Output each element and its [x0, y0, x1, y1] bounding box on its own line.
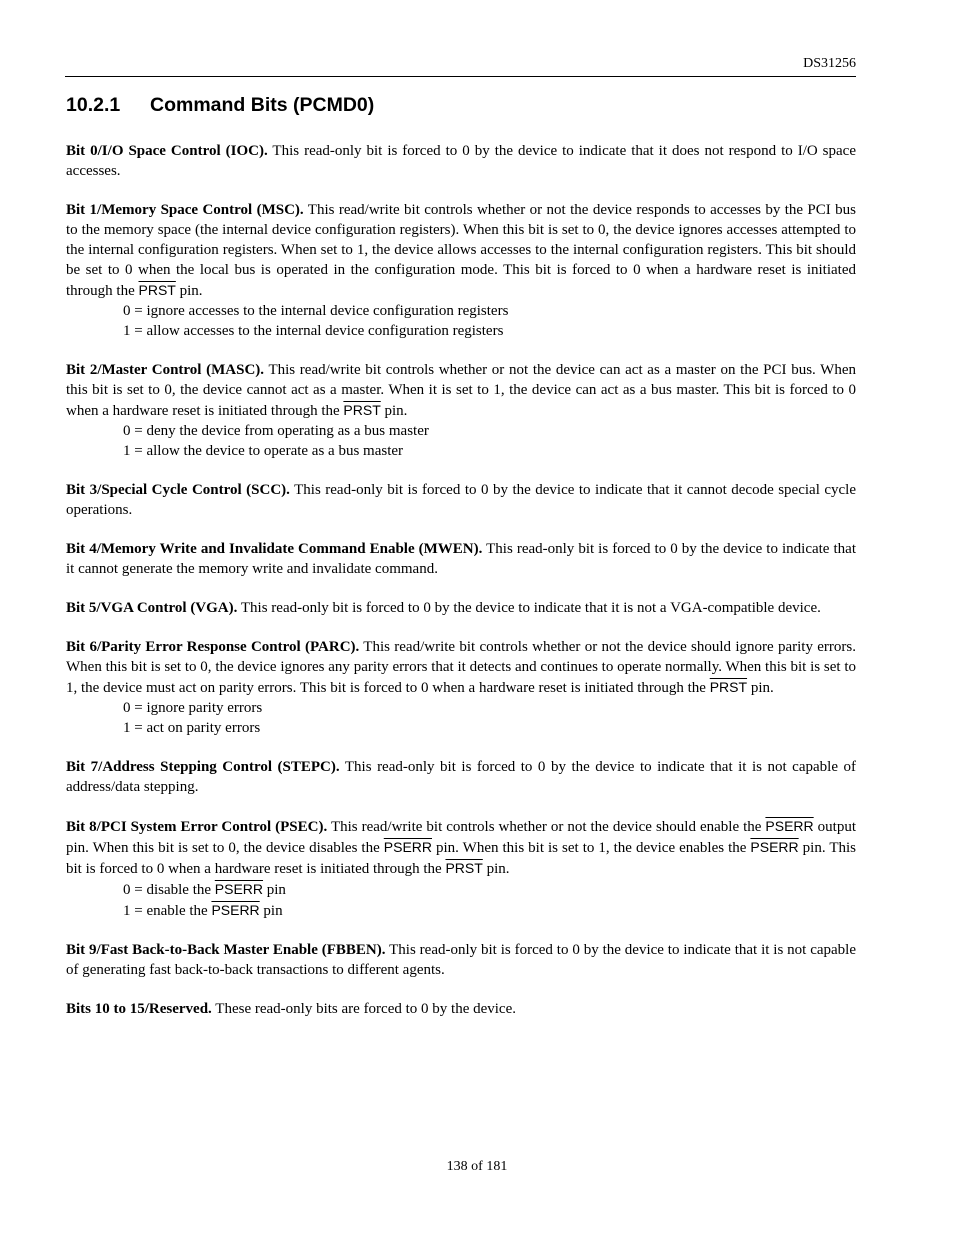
bit-text: This read-only bit is forced to 0 by the device to indicate that it cannot decode special cycle operations.	[66, 482, 856, 518]
signal-name: PSERR	[383, 839, 432, 855]
bit-text: This read/write bit controls whether or not the device should ignore parity errors. When this bit is set to 0, the device ignores any parity errors that it detects and continues to operate normally. When this bit is set to 1, the device must act on parity errors. This bit is forced to 0 when a hardware reset is initiated through the	[66, 639, 856, 696]
bit-text: pin.	[482, 861, 510, 877]
page-number: 138 of 181	[446, 1159, 508, 1174]
bit-label: Bit 8/PCI System Error Control (PSEC).	[66, 819, 328, 835]
value-text: 0 = disable the	[123, 882, 215, 898]
bit-label: Bits 10 to 15/Reserved.	[66, 1001, 212, 1017]
signal-name: PSERR	[214, 881, 264, 897]
bit-description	[66, 598, 856, 618]
signal-name: PSERR	[765, 818, 814, 834]
bit-value-list	[66, 421, 856, 461]
bit-description	[66, 999, 856, 1019]
bit-label: Bit 0/I/O Space Control (IOC).	[66, 143, 268, 159]
bit-description	[66, 637, 856, 698]
bit-label: Bit 7/Address Stepping Control (STEPC).	[66, 759, 340, 775]
bit-text: pin. When this bit is set to 1, the device enables the	[432, 840, 751, 856]
bit-text: pin.	[380, 403, 408, 419]
bit-description	[66, 141, 856, 181]
bit-descriptions	[66, 141, 856, 1038]
bit-value-list	[66, 301, 856, 341]
bit-description	[66, 757, 856, 797]
section-title: Command Bits (PCMD0)	[150, 94, 375, 116]
bit-label: Bit 5/VGA Control (VGA).	[66, 600, 238, 616]
signal-name: PSERR	[750, 839, 799, 855]
bit-description	[66, 200, 856, 301]
bit-value-line: 1 = allow accesses to the internal device configuration registers	[123, 323, 504, 339]
bit-text: pin. This bit is forced to 0 when a hardware reset is initiated through the	[66, 840, 856, 877]
bit-label: Bit 1/Memory Space Control (MSC).	[66, 202, 304, 218]
bit-description	[66, 816, 856, 879]
value-text: pin	[259, 903, 283, 919]
value-text: pin	[263, 882, 286, 898]
bit-text: This read-only bit is forced to 0 by the device to indicate that it is not capable of address/data stepping.	[66, 759, 856, 795]
bit-value-line	[66, 900, 856, 921]
bit-text: This read-only bit is forced to 0 by the device to indicate that it is not capable of generating fast back-to-back transactions to different agents.	[66, 942, 857, 978]
bit-text: This read/write bit controls whether or not the device should enable the	[327, 819, 766, 835]
bit-text: These read-only bits are forced to 0 by the device.	[211, 1001, 517, 1017]
section-heading	[66, 94, 374, 117]
signal-name: PRST	[138, 282, 176, 298]
signal-name: PSERR	[211, 902, 260, 918]
value-text: 1 = enable the	[123, 903, 212, 919]
bit-text: This read/write bit controls whether or not the device responds to accesses by the PCI bus to the memory space (the internal device configuration registers). When this bit is set to 0, the device ignores accesses attempted to the internal configuration registers. When set to 1, the device allows accesses to the internal configuration registers. This bit should be set to 0 when the local bus is operated in the configuration mode. This bit is forced to 0 when a hardware reset is initiated through the	[66, 202, 856, 299]
bit-label: Bit 2/Master Control (MASC).	[66, 362, 265, 378]
bit-description	[66, 360, 856, 421]
bit-value-line: 1 = allow the device to operate as a bus master	[123, 443, 404, 459]
bit-text: This read/write bit controls whether or not the device can act as a master on the PCI bus. When this bit is set to 0, the device cannot act as a master. When it is set to 1, the device can act as a bus master. This bit is forced to 0 when a hardware reset is initiated through the	[66, 362, 857, 419]
bit-text: This read-only bit is forced to 0 by the device to indicate that it does not respond to I/O space accesses.	[66, 143, 856, 179]
section-number: 10.2.1	[66, 94, 121, 116]
bit-label: Bit 3/Special Cycle Control (SCC).	[66, 482, 290, 498]
bit-text: pin.	[747, 680, 774, 696]
bit-description	[66, 539, 856, 579]
bit-value-line: 1 = act on parity errors	[123, 720, 261, 736]
bit-value-line: 0 = ignore accesses to the internal device configuration registers	[123, 303, 509, 319]
header-rule	[65, 76, 856, 77]
signal-name: PRST	[445, 860, 483, 876]
bit-text: This read-only bit is forced to 0 by the device to indicate that it is not a VGA-compatible device.	[237, 600, 821, 616]
bit-value-line: 0 = ignore parity errors	[123, 700, 263, 716]
bit-text: pin.	[175, 283, 203, 299]
signal-name: PRST	[709, 679, 748, 695]
bit-description	[66, 940, 856, 980]
bit-label: Bit 6/Parity Error Response Control (PARC).	[66, 639, 360, 655]
bit-label: Bit 9/Fast Back-to-Back Master Enable (FBBEN).	[66, 942, 386, 958]
document-id: DS31256	[803, 56, 856, 71]
bit-value-line	[66, 879, 856, 900]
signal-name: PRST	[343, 402, 381, 418]
bit-text: output pin. When this bit is set to 0, the device disables the	[66, 819, 856, 856]
bit-label: Bit 4/Memory Write and Invalidate Command Enable (MWEN).	[66, 541, 483, 557]
bit-description	[66, 480, 856, 520]
bit-value-line: 0 = deny the device from operating as a bus master	[123, 423, 429, 439]
bit-text: This read-only bit is forced to 0 by the device to indicate that it cannot generate the memory write and invalidate command.	[66, 541, 856, 577]
bit-value-list	[66, 879, 856, 921]
bit-value-list	[66, 698, 856, 738]
